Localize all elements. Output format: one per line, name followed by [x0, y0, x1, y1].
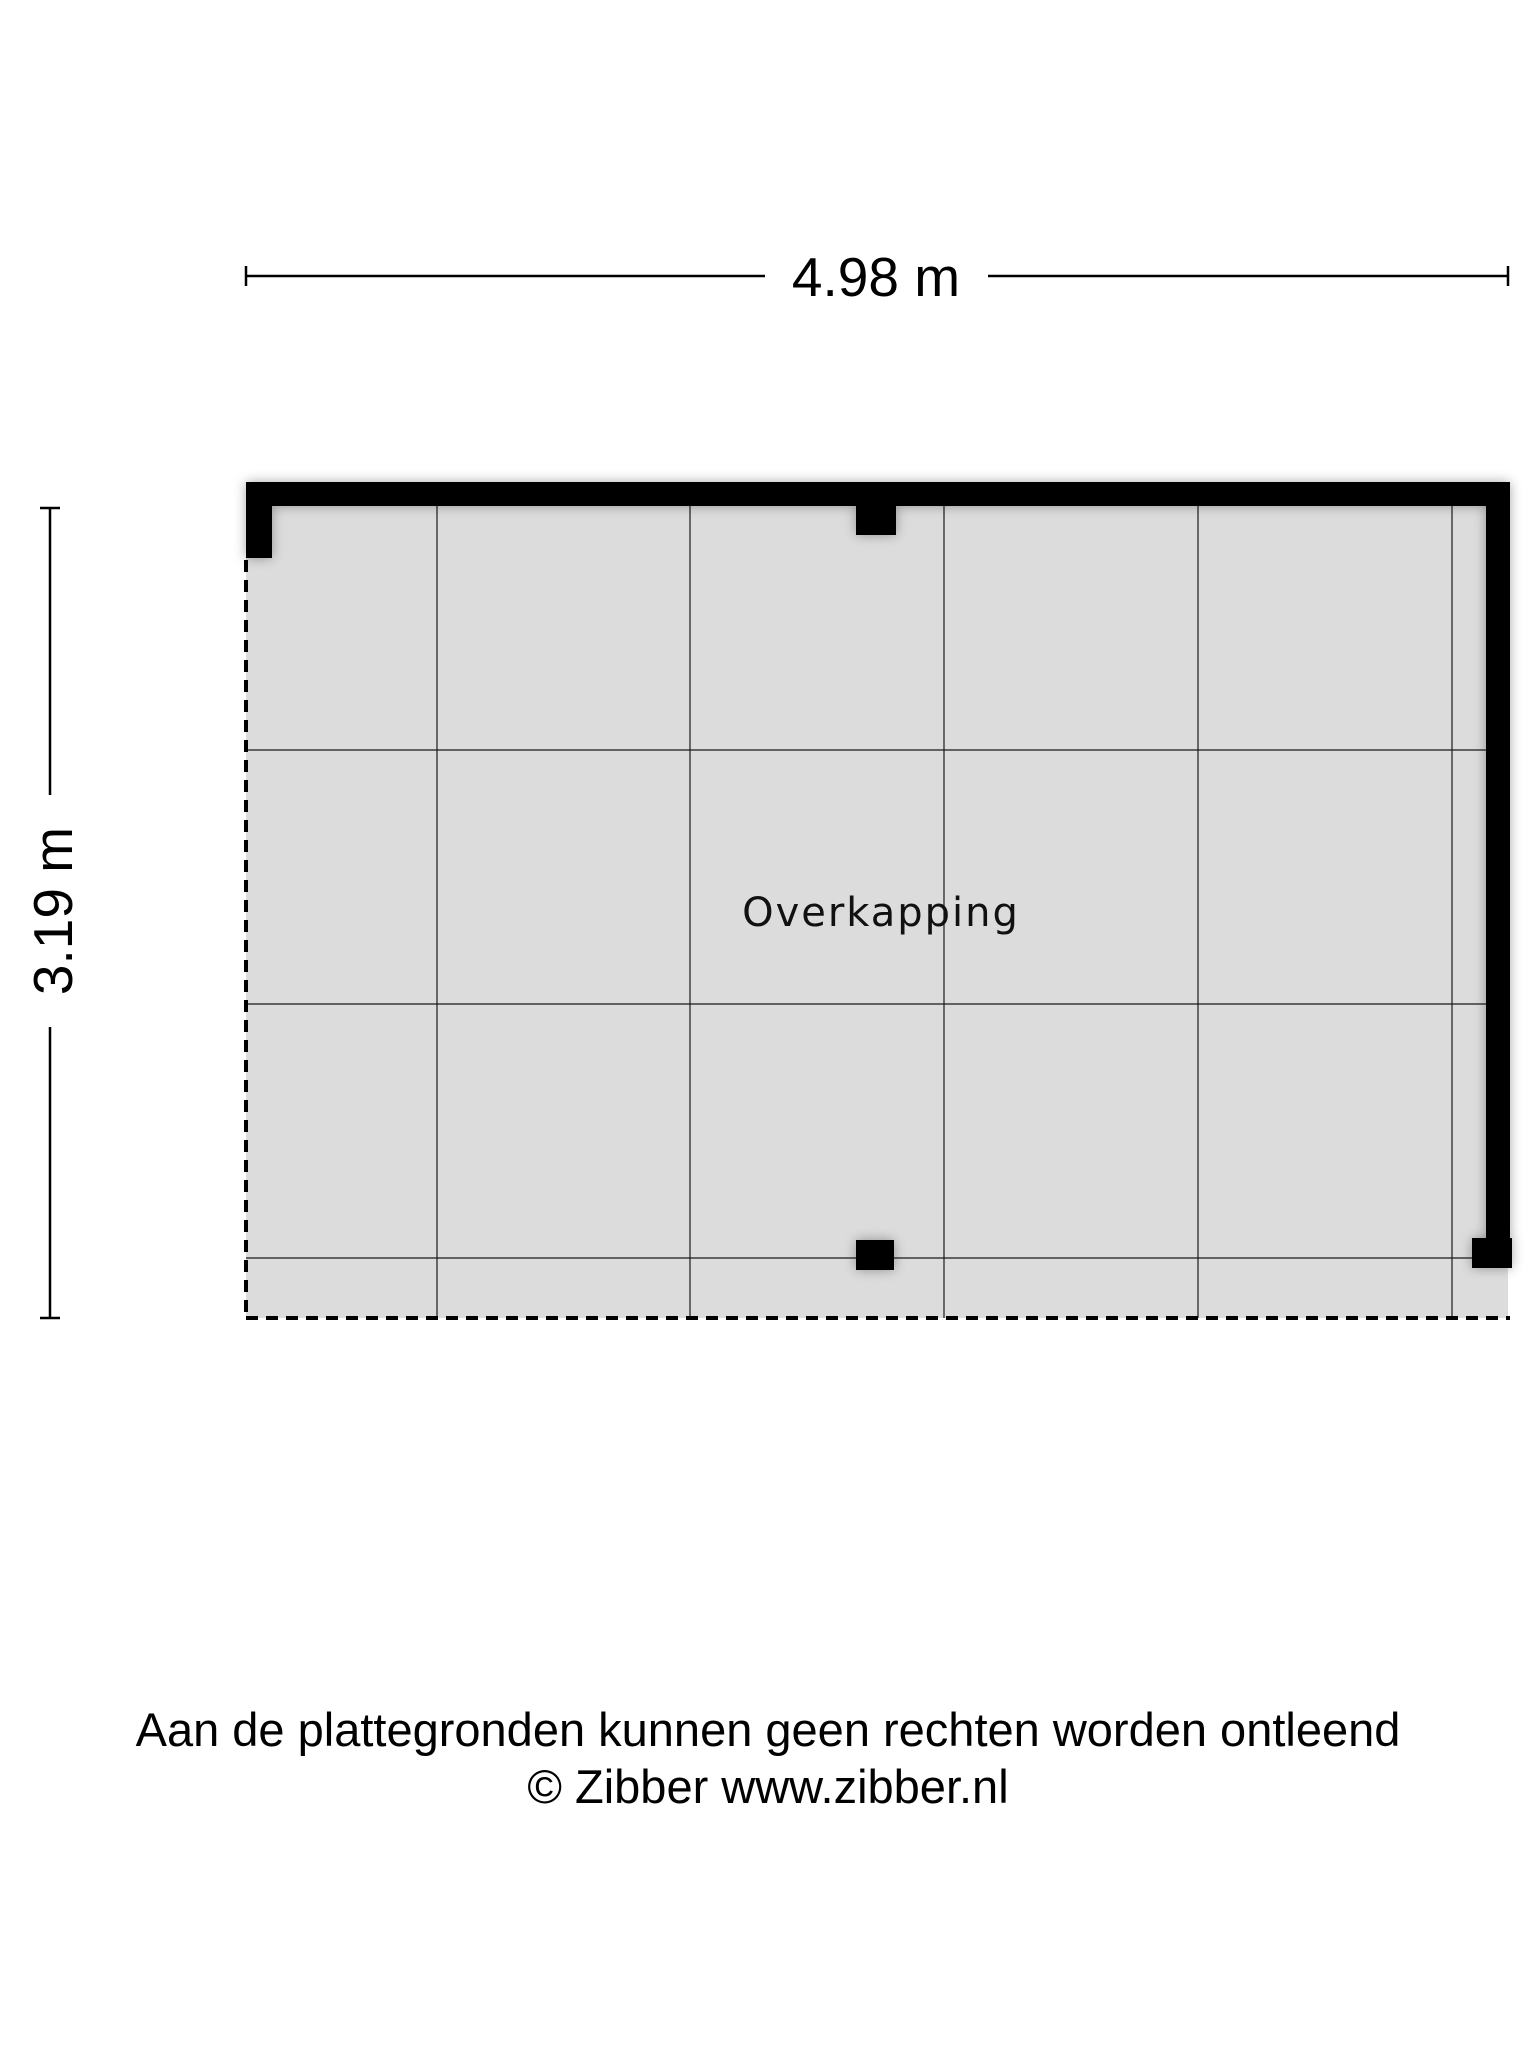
left-wall-stub [246, 482, 272, 558]
height-dimension [22, 508, 84, 1318]
room-label: Overkapping [742, 890, 1020, 936]
copyright-text: © Zibber www.zibber.nl [527, 1760, 1009, 1813]
top-column [856, 505, 896, 535]
height-dimension-label: 3.19 m [22, 826, 84, 996]
right-wall [1486, 482, 1510, 1262]
width-dimension-label: 4.98 m [791, 246, 961, 308]
disclaimer-text: Aan de plattegronden kunnen geen rechten worden ontleend [135, 1703, 1401, 1756]
bottom-column [856, 1240, 894, 1270]
corner-column [1472, 1238, 1512, 1268]
width-dimension [246, 246, 1508, 308]
top-wall [246, 482, 1510, 506]
